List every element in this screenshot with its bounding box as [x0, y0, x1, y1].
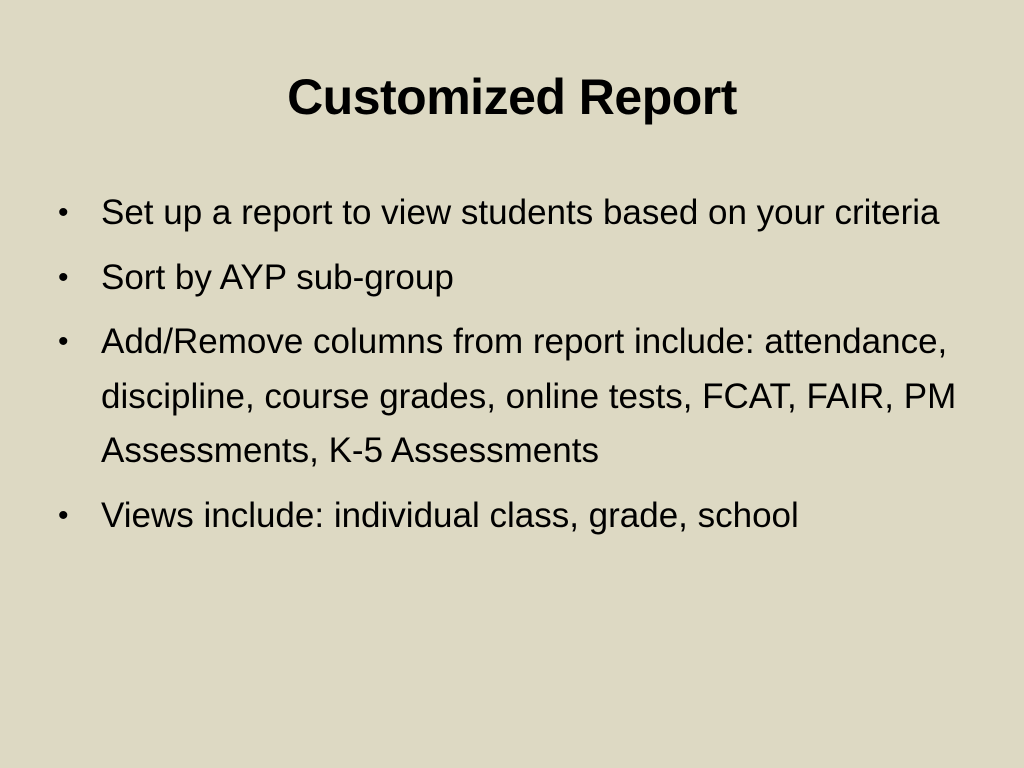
slide-title: Customized Report: [287, 69, 737, 125]
bullet-marker-icon: •: [58, 325, 69, 358]
bullet-marker-icon: •: [58, 260, 69, 294]
bullet-text: Views include: individual class, grade, school: [101, 495, 799, 535]
bullet-item: [58, 251, 958, 306]
bullet-marker-icon: •: [58, 196, 69, 229]
bullet-item: [58, 489, 958, 544]
bullet-text: Set up a report to view students based on your criteria: [101, 193, 940, 232]
bullet-text: Add/Remove columns from report include: attendance, discipline, course grades, online tests, FCAT, FAIR, PM Assessments, K-5 Assessments: [101, 322, 957, 470]
bullet-list: [58, 186, 958, 553]
bullet-item: [58, 186, 958, 241]
bullet-text: Sort by AYP sub-group: [101, 257, 454, 297]
bullet-marker-icon: •: [58, 498, 69, 532]
bullet-item: [58, 315, 958, 479]
